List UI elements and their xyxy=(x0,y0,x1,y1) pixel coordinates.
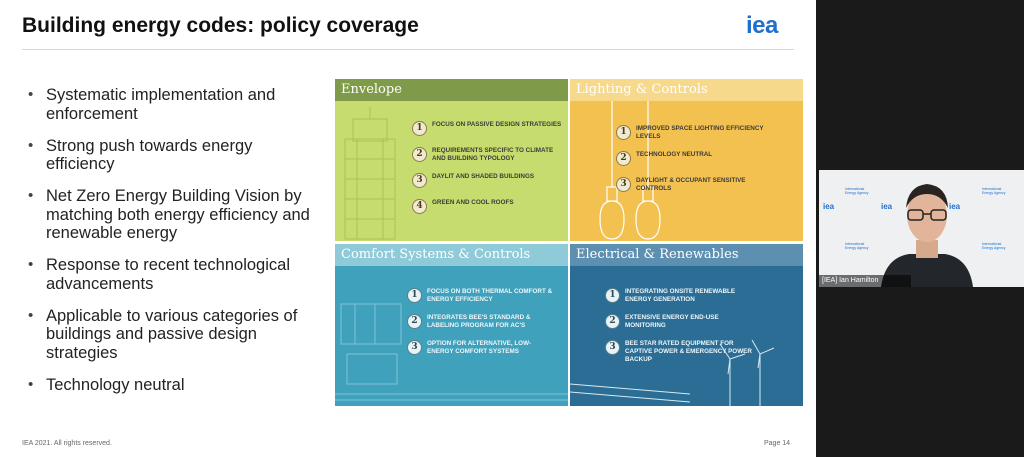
bullet-item: • Applicable to various categories of buildings and passive design strategies xyxy=(28,306,298,362)
list-item: 2 TECHNOLOGY NEUTRAL xyxy=(616,151,766,169)
list-item: 1 FOCUS ON BOTH THERMAL COMFORT & ENERGY EFFICIENCY xyxy=(407,288,557,306)
list-item: 2 EXTENSIVE ENERGY END-USE MONITORING xyxy=(605,314,755,332)
list-item: 2 INTEGRATES BEE'S STANDARD & LABELING PROGRAM FOR AC'S xyxy=(407,314,557,332)
backdrop-logo: iea xyxy=(823,202,835,211)
panel-lighting xyxy=(570,79,803,241)
list-item: 3 DAYLIGHT & OCCUPANT SENSITIVE CONTROLS xyxy=(616,177,766,195)
panel-title: Comfort Systems & Controls xyxy=(335,244,568,266)
participant-name-label: [IEA] Ian Hamilton xyxy=(819,275,911,287)
panel-items xyxy=(412,121,562,225)
list-item: 2 REQUIREMENTS SPECIFIC TO CLIMATE AND BUILDING TYPOLOGY xyxy=(412,147,562,165)
backdrop-caption: International Energy Agency xyxy=(982,187,1006,195)
bullet-item: • Response to recent technological advancements xyxy=(28,256,290,293)
panel-envelope xyxy=(335,79,568,241)
list-item: 1 FOCUS ON PASSIVE DESIGN STRATEGIES xyxy=(412,121,562,139)
participant-avatar xyxy=(819,170,1024,287)
panel-title: Lighting & Controls xyxy=(570,79,803,101)
backdrop-logo: iea xyxy=(949,202,961,211)
iea-logo: iea xyxy=(746,12,778,39)
panel-items xyxy=(605,288,755,372)
list-item: 3 BEE STAR RATED EQUIPMENT FOR CAPTIVE POWER & EMERGENCY POWER BACKUP xyxy=(605,340,755,364)
list-item: 3 OPTION FOR ALTERNATIVE, LOW-ENERGY COMFORT SYSTEMS xyxy=(407,340,557,358)
panel-items xyxy=(407,288,557,366)
backdrop-caption: International Energy Agency xyxy=(982,242,1006,250)
page-number: Page 14 xyxy=(764,440,791,447)
policy-coverage-graphic xyxy=(335,79,805,406)
bullet-item: • Systematic implementation and enforcement xyxy=(28,86,276,123)
panel-items xyxy=(616,125,766,203)
list-item: 3 DAYLIT AND SHADED BUILDINGS xyxy=(412,173,562,191)
copyright-footer: IEA 2021. All rights reserved. xyxy=(22,440,112,447)
panel-title: Envelope xyxy=(335,79,568,101)
backdrop-logo: iea xyxy=(881,202,893,211)
bullet-item: • Strong push towards energy efficiency xyxy=(28,136,253,173)
list-item: 4 GREEN AND COOL ROOFS xyxy=(412,199,562,217)
participant-video-tile[interactable] xyxy=(819,170,1024,287)
bullet-item: • Net Zero Energy Building Vision by matching both energy efficiency and renewable energy xyxy=(28,187,310,242)
title-divider xyxy=(22,49,794,50)
list-item: 1 IMPROVED SPACE LIGHTING EFFICIENCY LEVELS xyxy=(616,125,766,143)
panel-electrical-renewables xyxy=(570,244,803,406)
bullet-list xyxy=(24,86,324,408)
slide-title: Building energy codes: policy coverage xyxy=(22,14,419,37)
backdrop-caption: International Energy Agency xyxy=(845,242,869,250)
panel-title: Electrical & Renewables xyxy=(570,244,803,266)
panel-comfort-systems xyxy=(335,244,568,406)
bullet-item: • Technology neutral xyxy=(28,375,185,394)
list-item: 1 INTEGRATING ONSITE RENEWABLE ENERGY GENERATION xyxy=(605,288,755,306)
backdrop-caption: International Energy Agency xyxy=(845,187,869,195)
